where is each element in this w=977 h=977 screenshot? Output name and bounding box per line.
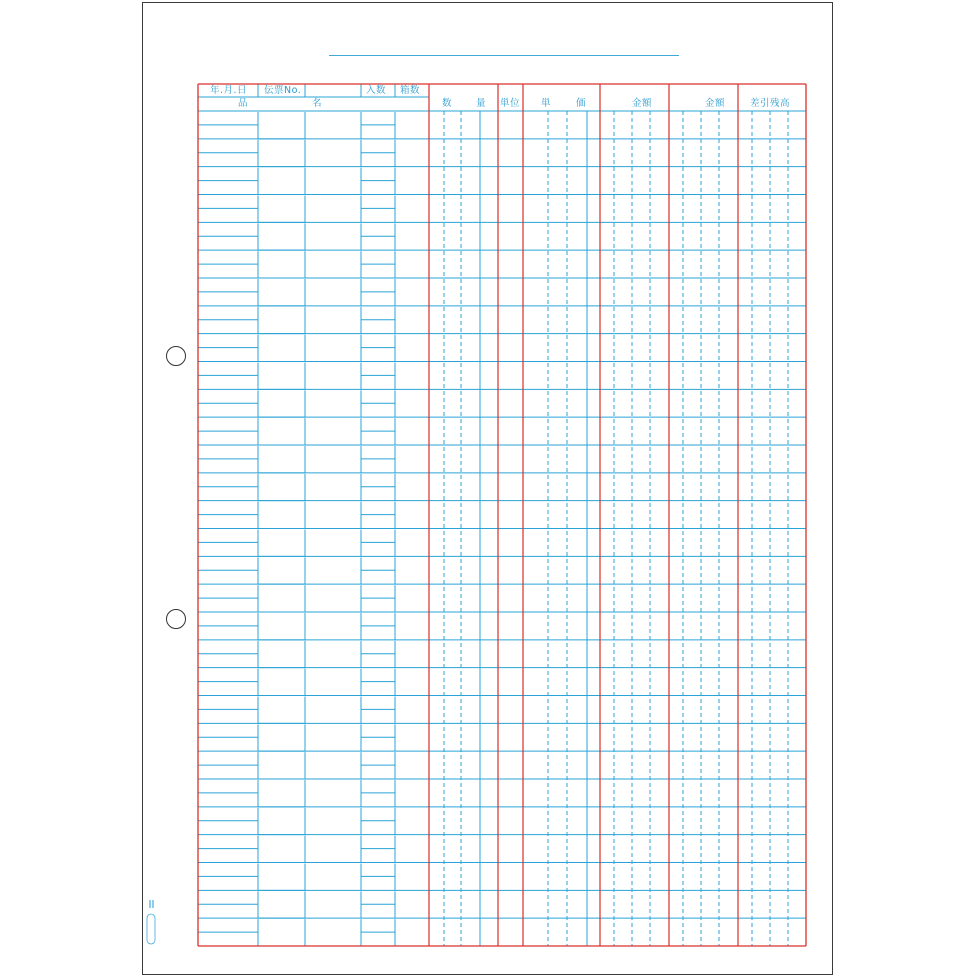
header-amount-1: 金額	[632, 98, 653, 109]
header-quantity-2: 量	[476, 98, 487, 109]
header-voucher-no: 伝票No.	[264, 85, 302, 96]
header-quantity-1: 数	[442, 98, 453, 109]
header-unit: 単位	[500, 98, 521, 109]
header-amount-2: 金額	[705, 98, 726, 109]
header-item-name-2: 名	[312, 98, 323, 109]
header-unit-price-2: 価	[576, 98, 587, 109]
header-date: 年.月.日	[210, 85, 248, 96]
header-item-name-1: 品	[238, 98, 249, 109]
header-unit-price-1: 単	[541, 98, 552, 109]
maker-logo	[146, 898, 156, 946]
header-units-per-case: 入数	[366, 85, 387, 96]
header-cases: 箱数	[400, 85, 421, 96]
header-balance: 差引残高	[750, 98, 791, 109]
